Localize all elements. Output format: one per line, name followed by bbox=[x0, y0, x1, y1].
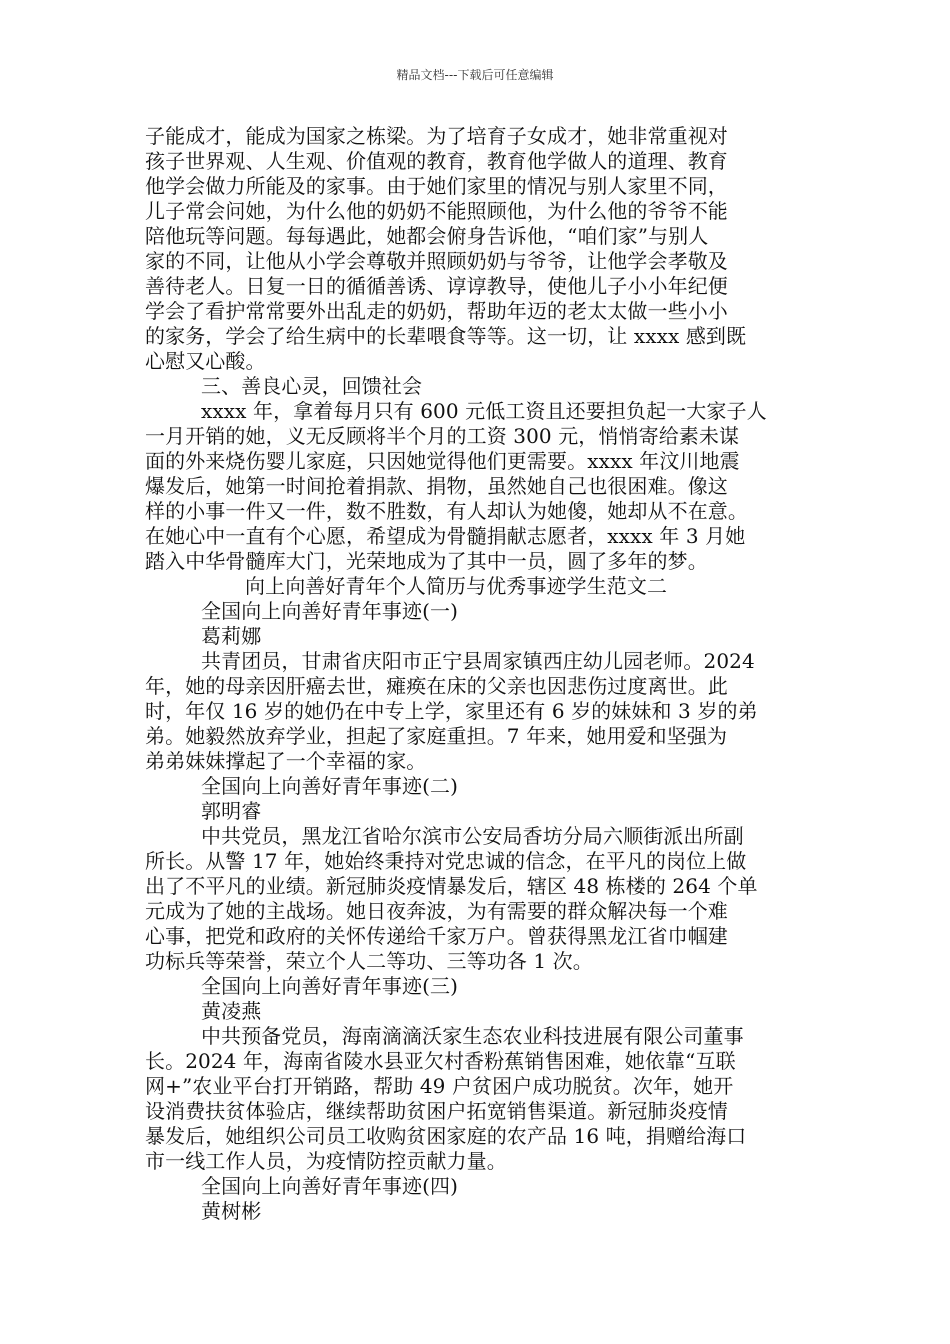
text-line: 陪他玩等问题。每每遇此，她都会俯身告诉他，“咱们家”与别人 bbox=[145, 224, 709, 248]
text-line: 向上向善好青年个人简历与优秀事迹学生范文二 bbox=[245, 574, 668, 598]
text-line: 一月开销的她，义无反顾将半个月的工资 300 元，悄悄寄给素未谋 bbox=[145, 424, 740, 448]
text-line: 出了不平凡的业绩。新冠肺炎疫情暴发后，辖区 48 栋楼的 264 个单 bbox=[145, 874, 758, 898]
text-line: 时，年仅 16 岁的她仍在中专上学，家里还有 6 岁的妹妹和 3 岁的弟 bbox=[145, 699, 758, 723]
text-line: 暴发后，她组织公司员工收购贫困家庭的农产品 16 吨，捐赠给海口 bbox=[145, 1124, 747, 1148]
text-line: 网+”农业平台打开销路，帮助 49 户贫困户成功脱贫。次年，她开 bbox=[145, 1074, 734, 1098]
text-line: 学会了看护常常要外出乱走的奶奶，帮助年迈的老太太做一些小小 bbox=[145, 299, 728, 323]
text-line: xxxx 年，拿着每月只有 600 元低工资且还要担负起一大家子人 bbox=[201, 399, 767, 423]
text-line: 全国向上向善好青年事迹(四) bbox=[201, 1174, 459, 1198]
text-line: 中共预备党员，海南滴滴沃家生态农业科技进展有限公司董事 bbox=[201, 1024, 744, 1048]
text-line: 长。2024 年，海南省陵水县亚欠村香粉蕉销售困难，她依靠“互联 bbox=[145, 1049, 736, 1073]
text-line: 郭明睿 bbox=[201, 799, 262, 823]
text-line: 儿子常会问她，为什么他的奶奶不能照顾他，为什么他的爷爷不能 bbox=[145, 199, 728, 223]
text-line: 孩子世界观、人生观、价值观的教育，教育他学做人的道理、教育 bbox=[145, 149, 728, 173]
text-line: 子能成才，能成为国家之栋梁。为了培育子女成才，她非常重视对 bbox=[145, 124, 728, 148]
text-line: 功标兵等荣誉，荣立个人二等功、三等功各 1 次。 bbox=[145, 949, 593, 973]
text-line: 他学会做力所能及的家事。由于她们家里的情况与别人家里不同， bbox=[145, 174, 728, 198]
text-line: 黄树彬 bbox=[201, 1199, 262, 1223]
text-line: 全国向上向善好青年事迹(一) bbox=[201, 599, 459, 623]
text-line: 市一线工作人员，为疫情防控贡献力量。 bbox=[145, 1149, 507, 1173]
text-line: 弟。她毅然放弃学业，担起了家庭重担。7 年来，她用爱和坚强为 bbox=[145, 724, 728, 748]
text-line: 心慰又心酸。 bbox=[145, 349, 266, 373]
text-line: 黄凌燕 bbox=[201, 999, 262, 1023]
text-line: 面的外来烧伤婴儿家庭，只因她觉得他们更需要。xxxx 年汶川地震 bbox=[145, 449, 740, 473]
text-line: 共青团员，甘肃省庆阳市正宁县周家镇西庄幼儿园老师。2024 bbox=[201, 649, 755, 673]
text-line: 设消费扶贫体验店，继续帮助贫困户拓宽销售渠道。新冠肺炎疫情 bbox=[145, 1099, 728, 1123]
text-line: 爆发后，她第一时间抢着捐款、捐物，虽然她自己也很困难。像这 bbox=[145, 474, 728, 498]
text-line: 善待老人。日复一日的循循善诱、谆谆教导，使他儿子小小年纪便 bbox=[145, 274, 728, 298]
text-line: 家的不同，让他从小学会尊敬并照顾奶奶与爷爷，让他学会孝敬及 bbox=[145, 249, 728, 273]
text-line: 全国向上向善好青年事迹(三) bbox=[201, 974, 459, 998]
text-line: 年，她的母亲因肝癌去世，瘫痪在床的父亲也因悲伤过度离世。此 bbox=[145, 674, 728, 698]
text-line: 的家务，学会了给生病中的长辈喂食等等。这一切，让 xxxx 感到既 bbox=[145, 324, 747, 348]
text-line: 三、善良心灵，回馈社会 bbox=[201, 374, 423, 398]
text-line: 所长。从警 17 年，她始终秉持对党忠诚的信念，在平凡的岗位上做 bbox=[145, 849, 747, 873]
document-body bbox=[145, 124, 815, 1224]
text-line: 样的小事一件又一件，数不胜数，有人却认为她傻，她却从不在意。 bbox=[145, 499, 748, 523]
text-line: 葛莉娜 bbox=[201, 624, 262, 648]
text-line: 全国向上向善好青年事迹(二) bbox=[201, 774, 459, 798]
text-line: 踏入中华骨髓库大门，光荣地成为了其中一员，圆了多年的梦。 bbox=[145, 549, 708, 573]
page-header: 精品文档---下载后可任意编辑 bbox=[396, 68, 554, 82]
text-line: 中共党员，黑龙江省哈尔滨市公安局香坊分局六顺街派出所副 bbox=[201, 824, 744, 848]
text-line: 心事，把党和政府的关怀传递给千家万户。曾获得黑龙江省巾帼建 bbox=[145, 924, 728, 948]
text-line: 在她心中一直有个心愿，希望成为骨髓捐献志愿者，xxxx 年 3 月她 bbox=[145, 524, 746, 548]
text-line: 元成为了她的主战场。她日夜奔波，为有需要的群众解决每一个难 bbox=[145, 899, 728, 923]
text-line: 弟弟妹妹撑起了一个幸福的家。 bbox=[145, 749, 427, 773]
